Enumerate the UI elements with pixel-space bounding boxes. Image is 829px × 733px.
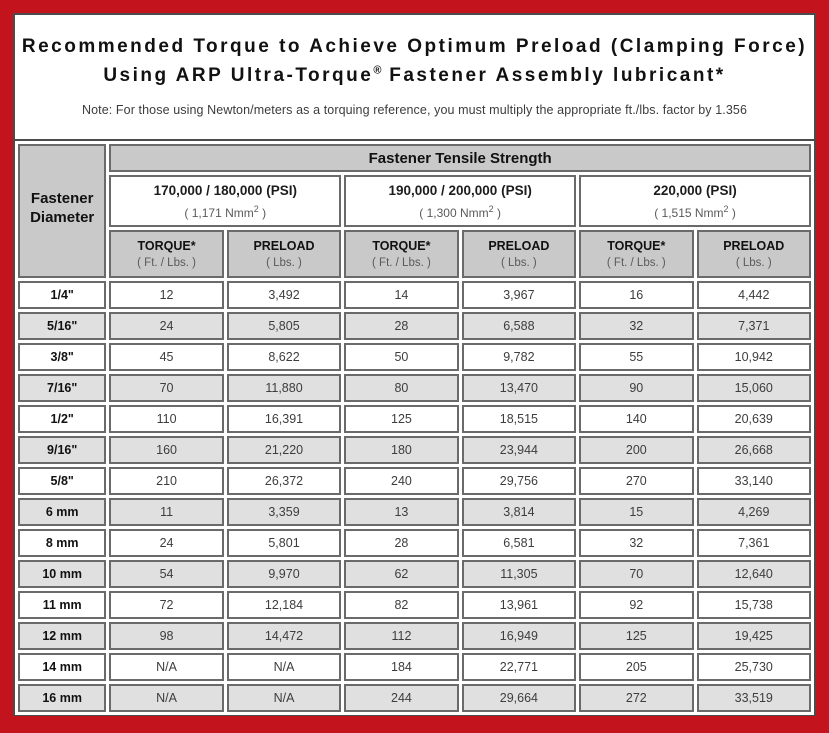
preload-value-cell: 33,140	[697, 467, 811, 495]
table-row	[18, 374, 811, 402]
torque-value-cell: 11	[109, 498, 223, 526]
preload-value-cell: 13,961	[462, 591, 576, 619]
torque-value-cell: 15	[579, 498, 693, 526]
torque-value-cell: 92	[579, 591, 693, 619]
table-row	[18, 622, 811, 650]
newton-meters-note: Note: For those using Newton/meters as a torquing reference, you must multiply the appropriate ft./lbs. factor by 1.356	[81, 102, 747, 117]
torque-value-cell: 12	[109, 281, 223, 309]
torque-value-cell: 112	[344, 622, 458, 650]
preload-value-cell: 26,668	[697, 436, 811, 464]
psi-label: 220,000 (PSI)	[653, 182, 737, 198]
torque-value-cell: 14	[344, 281, 458, 309]
nmm-label	[346, 204, 574, 220]
torque-value-cell: 270	[579, 467, 693, 495]
registered-trademark-symbol: ®	[373, 65, 382, 78]
torque-value-cell: 82	[344, 591, 458, 619]
torque-value-cell: 125	[344, 405, 458, 433]
torque-value-cell: 200	[579, 436, 693, 464]
fastener-diameter-cell: 10 mm	[18, 560, 106, 588]
preload-column-header-1	[227, 230, 341, 278]
fastener-diameter-cell: 9/16"	[18, 436, 106, 464]
torque-value-cell: 244	[344, 684, 458, 712]
table-row	[18, 653, 811, 681]
torque-value-cell: N/A	[109, 653, 223, 681]
nmm-open: ( 1,171 Nmm	[184, 205, 254, 220]
nmm-label	[581, 204, 809, 220]
torque-value-cell: 16	[579, 281, 693, 309]
preload-value-cell: 5,805	[227, 312, 341, 340]
preload-value-cell: 16,949	[462, 622, 576, 650]
fastener-diameter-cell: 1/4"	[18, 281, 106, 309]
preload-label: PRELOAD	[723, 239, 785, 253]
nmm-label	[111, 204, 339, 220]
torque-column-header-2	[344, 230, 458, 278]
fastener-diameter-cell: 16 mm	[18, 684, 106, 712]
torque-value-cell: 70	[109, 374, 223, 402]
table-body	[18, 281, 811, 712]
torque-value-cell: 240	[344, 467, 458, 495]
torque-unit: ( Ft. / Lbs. )	[606, 257, 666, 269]
preload-value-cell: 5,801	[227, 529, 341, 557]
psi-group-190-200	[344, 175, 576, 227]
fastener-diameter-header	[18, 144, 106, 278]
preload-value-cell: N/A	[227, 653, 341, 681]
preload-column-header-2	[462, 230, 576, 278]
fastener-diameter-cell: 3/8"	[18, 343, 106, 371]
nmm-superscript: 2	[253, 203, 259, 214]
preload-value-cell: 22,771	[462, 653, 576, 681]
preload-value-cell: 23,944	[462, 436, 576, 464]
torque-value-cell: 13	[344, 498, 458, 526]
torque-value-cell: 24	[109, 529, 223, 557]
fastener-diameter-header-line1: Fastener	[30, 189, 94, 207]
torque-value-cell: 160	[109, 436, 223, 464]
torque-value-cell: 90	[579, 374, 693, 402]
torque-value-cell: 24	[109, 312, 223, 340]
table-row	[18, 281, 811, 309]
torque-value-cell: 32	[579, 529, 693, 557]
nmm-close: )	[493, 205, 502, 220]
torque-value-cell: 54	[109, 560, 223, 588]
preload-value-cell: 6,588	[462, 312, 576, 340]
tensile-strength-row	[18, 144, 811, 172]
nmm-close: )	[728, 205, 736, 220]
fastener-diameter-cell: 5/8"	[18, 467, 106, 495]
page-title-line1: Recommended Torque to Achieve Optimum Preload (Clamping Force)	[21, 36, 808, 57]
torque-value-cell: 180	[344, 436, 458, 464]
table-row	[18, 405, 811, 433]
table-row	[18, 498, 811, 526]
fastener-diameter-cell: 11 mm	[18, 591, 106, 619]
table-row	[18, 312, 811, 340]
torque-spec-table	[15, 139, 814, 715]
preload-value-cell: 29,664	[462, 684, 576, 712]
title-line2-text: Using ARP Ultra-Torque	[103, 65, 374, 87]
torque-value-cell: N/A	[109, 684, 223, 712]
fastener-diameter-cell: 8 mm	[18, 529, 106, 557]
fastener-diameter-cell: 6 mm	[18, 498, 106, 526]
preload-value-cell: 13,470	[462, 374, 576, 402]
preload-value-cell: 33,519	[697, 684, 811, 712]
torque-value-cell: 272	[579, 684, 693, 712]
preload-value-cell: 3,814	[462, 498, 576, 526]
preload-unit: ( Lbs. )	[735, 257, 772, 269]
torque-value-cell: 110	[109, 405, 223, 433]
preload-value-cell: 15,060	[697, 374, 811, 402]
torque-value-cell: 50	[344, 343, 458, 371]
torque-value-cell: 32	[579, 312, 693, 340]
tensile-strength-header: Fastener Tensile Strength	[109, 144, 811, 172]
table-row	[18, 684, 811, 712]
torque-label: TORQUE*	[607, 239, 666, 253]
nmm-superscript: 2	[488, 203, 494, 214]
torque-value-cell: 125	[579, 622, 693, 650]
torque-column-header-1	[109, 230, 223, 278]
preload-value-cell: 26,372	[227, 467, 341, 495]
torque-value-cell: 80	[344, 374, 458, 402]
title-block	[15, 15, 814, 139]
preload-value-cell: 3,359	[227, 498, 341, 526]
table-row	[18, 467, 811, 495]
psi-group-220	[579, 175, 811, 227]
preload-value-cell: 29,756	[462, 467, 576, 495]
preload-value-cell: 8,622	[227, 343, 341, 371]
torque-unit: ( Ft. / Lbs. )	[372, 257, 431, 269]
preload-value-cell: 4,442	[697, 281, 811, 309]
page-title-line2	[15, 61, 814, 90]
torque-column-header-3	[579, 230, 693, 278]
fastener-diameter-cell: 14 mm	[18, 653, 106, 681]
preload-value-cell: 18,515	[462, 405, 576, 433]
preload-value-cell: 3,967	[462, 281, 576, 309]
torque-label: TORQUE*	[137, 239, 196, 253]
preload-value-cell: 21,220	[227, 436, 341, 464]
fastener-diameter-cell: 12 mm	[18, 622, 106, 650]
torque-value-cell: 28	[344, 312, 458, 340]
preload-value-cell: 9,970	[227, 560, 341, 588]
torque-value-cell: 210	[109, 467, 223, 495]
torque-value-cell: 205	[579, 653, 693, 681]
torque-value-cell: 55	[579, 343, 693, 371]
fastener-diameter-cell: 1/2"	[18, 405, 106, 433]
torque-value-cell: 70	[579, 560, 693, 588]
preload-value-cell: 9,782	[462, 343, 576, 371]
preload-value-cell: 4,269	[697, 498, 811, 526]
torque-value-cell: 140	[579, 405, 693, 433]
torque-value-cell: 184	[344, 653, 458, 681]
fastener-diameter-header-line2: Diameter	[30, 209, 95, 226]
preload-label: PRELOAD	[488, 239, 550, 253]
psi-group-170-180	[109, 175, 341, 227]
nmm-superscript: 2	[723, 203, 729, 214]
content-panel	[13, 13, 816, 716]
preload-value-cell: 12,640	[697, 560, 811, 588]
preload-column-header-3	[697, 230, 811, 278]
table-row	[18, 343, 811, 371]
preload-value-cell: 7,361	[697, 529, 811, 557]
table-row	[18, 529, 811, 557]
torque-unit: ( Ft. / Lbs. )	[137, 257, 196, 269]
preload-value-cell: 3,492	[227, 281, 341, 309]
preload-value-cell: 20,639	[697, 405, 811, 433]
preload-value-cell: 15,738	[697, 591, 811, 619]
torque-label: TORQUE*	[372, 239, 431, 253]
fastener-diameter-cell: 5/16"	[18, 312, 106, 340]
preload-value-cell: N/A	[227, 684, 341, 712]
preload-value-cell: 12,184	[227, 591, 341, 619]
nmm-open: ( 1,300 Nmm	[419, 205, 489, 220]
nmm-open: ( 1,515 Nmm	[654, 205, 724, 220]
torque-value-cell: 45	[109, 343, 223, 371]
table-row	[18, 591, 811, 619]
preload-value-cell: 6,581	[462, 529, 576, 557]
psi-label: 170,000 / 180,000 (PSI)	[153, 182, 297, 198]
preload-value-cell: 19,425	[697, 622, 811, 650]
preload-value-cell: 25,730	[697, 653, 811, 681]
preload-value-cell: 16,391	[227, 405, 341, 433]
preload-value-cell: 11,880	[227, 374, 341, 402]
psi-header-row	[18, 175, 811, 227]
column-header-row	[18, 230, 811, 278]
preload-value-cell: 14,472	[227, 622, 341, 650]
torque-value-cell: 98	[109, 622, 223, 650]
preload-unit: ( Lbs. )	[266, 257, 302, 269]
preload-value-cell: 11,305	[462, 560, 576, 588]
torque-value-cell: 62	[344, 560, 458, 588]
preload-unit: ( Lbs. )	[500, 257, 537, 269]
torque-value-cell: 28	[344, 529, 458, 557]
title-line2-text-after: Fastener Assembly lubricant*	[381, 65, 726, 87]
psi-label: 190,000 / 200,000 (PSI)	[388, 182, 532, 198]
table-row	[18, 436, 811, 464]
preload-value-cell: 10,942	[697, 343, 811, 371]
nmm-close: )	[258, 205, 267, 220]
fastener-diameter-cell: 7/16"	[18, 374, 106, 402]
preload-value-cell: 7,371	[697, 312, 811, 340]
table-row	[18, 560, 811, 588]
preload-label: PRELOAD	[253, 239, 315, 253]
torque-value-cell: 72	[109, 591, 223, 619]
